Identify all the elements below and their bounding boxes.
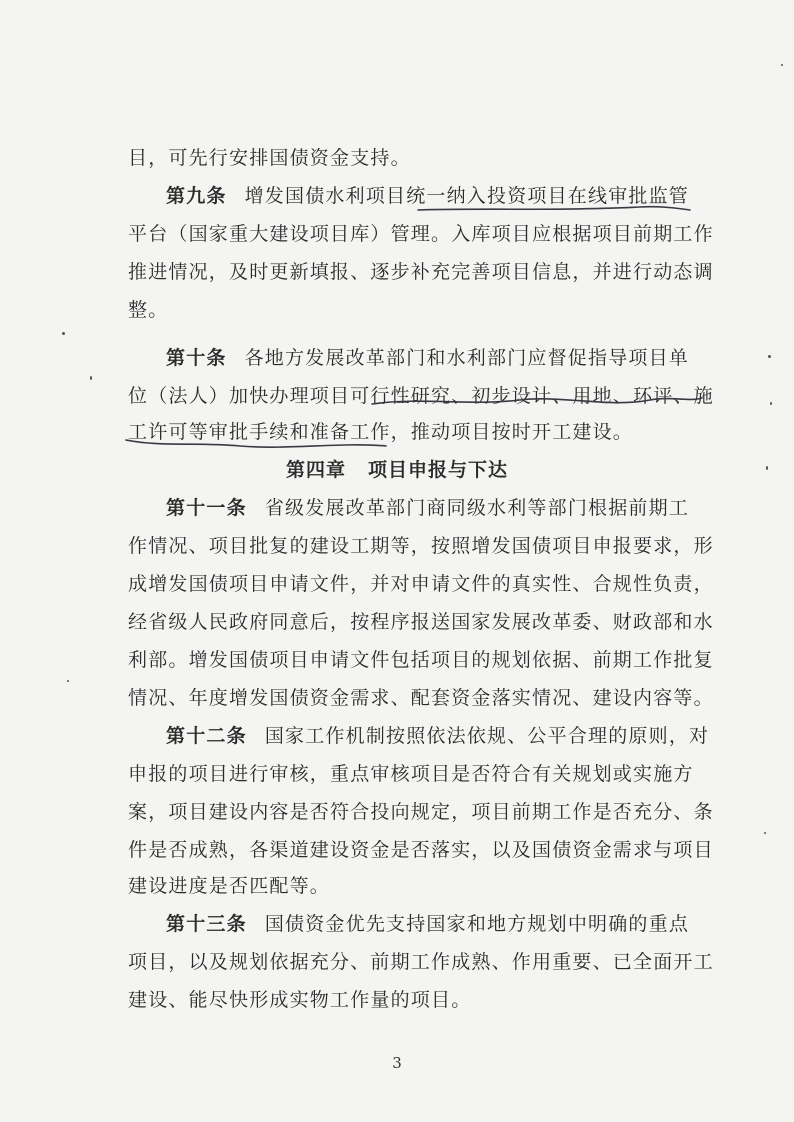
article-9-label: 第九条 — [166, 185, 227, 207]
chapter-heading — [0, 458, 794, 482]
text-line: 经省级人民政府同意后，按程序报送国家发展改革委、财政部和水 — [128, 611, 714, 633]
text-line: 推进情况，及时更新填报、逐步补充完善项目信息，并进行动态调 — [128, 261, 714, 283]
scan-speck — [781, 64, 783, 66]
chapter-title: 项目申报与下达 — [368, 459, 509, 481]
article-10-first-line — [166, 346, 694, 370]
text-line: 整。 — [128, 299, 169, 321]
text-line: 情况、年度增发国债资金需求、配套资金落实情况、建设内容等。 — [128, 687, 714, 709]
article-9-text: 增发国债水利项目统一纳入投资项目在线审批监管 — [244, 185, 690, 207]
text-line: 作情况、项目批复的建设工期等，按照增发国债项目申报要求，形 — [128, 535, 714, 557]
article-10-text: 各地方发展改革部门和水利部门应督促指导项目单 — [244, 347, 690, 369]
text-line: 工许可等审批手续和准备工作，推动项目按时开工建设。 — [128, 421, 634, 443]
scan-speck — [90, 376, 92, 380]
text-line: 案，项目建设内容是否符合投向规定，项目前期工作是否充分、条 — [128, 801, 714, 823]
scan-speck — [764, 832, 766, 834]
text-line: 平台（国家重大建设项目库）管理。入库项目应根据项目前期工作 — [128, 223, 714, 245]
article-11-first-line — [166, 496, 694, 520]
article-13-first-line — [166, 912, 694, 936]
article-11-label: 第十一条 — [166, 497, 247, 519]
article-9-first-line — [166, 184, 694, 208]
scan-speck — [770, 402, 772, 405]
text-line: 建设、能尽快形成实物工作量的项目。 — [128, 989, 472, 1011]
text-line: 目，可先行安排国债资金支持。 — [128, 147, 411, 169]
text-line: 利部。增发国债项目申请文件包括项目的规划依据、前期工作批复 — [128, 649, 714, 671]
article-10-label: 第十条 — [166, 347, 227, 369]
article-12-first-line — [166, 724, 710, 748]
scan-speck — [766, 466, 768, 470]
article-13-label: 第十三条 — [166, 913, 247, 935]
text-line: 成增发国债项目申请文件，并对申请文件的真实性、合规性负责， — [128, 573, 714, 595]
text-line: 建设进度是否匹配等。 — [128, 875, 331, 897]
article-12-label: 第十二条 — [166, 725, 247, 747]
scan-speck — [768, 355, 771, 358]
article-13-text: 国债资金优先支持国家和地方规划中明确的重点 — [264, 913, 690, 935]
article-11-text: 省级发展改革部门商同级水利等部门根据前期工 — [264, 497, 690, 519]
page-number: 3 — [392, 1054, 402, 1072]
scan-speck — [67, 680, 69, 682]
text-line: 申报的项目进行审核，重点审核项目是否符合有关规划或实施方 — [128, 763, 694, 785]
article-12-text: 国家工作机制按照依法依规、公平合理的原则，对 — [264, 725, 710, 747]
chapter-number: 第四章 — [285, 459, 346, 481]
text-line: 项目，以及规划依据充分、前期工作成熟、作用重要、已全面开工 — [128, 951, 714, 973]
text-line: 件是否成熟，各渠道建设资金是否落实，以及国债资金需求与项目 — [128, 839, 714, 861]
scan-speck — [62, 332, 65, 335]
text-line: 位（法人）加快办理项目可行性研究、初步设计、用地、环评、施 — [128, 385, 714, 407]
